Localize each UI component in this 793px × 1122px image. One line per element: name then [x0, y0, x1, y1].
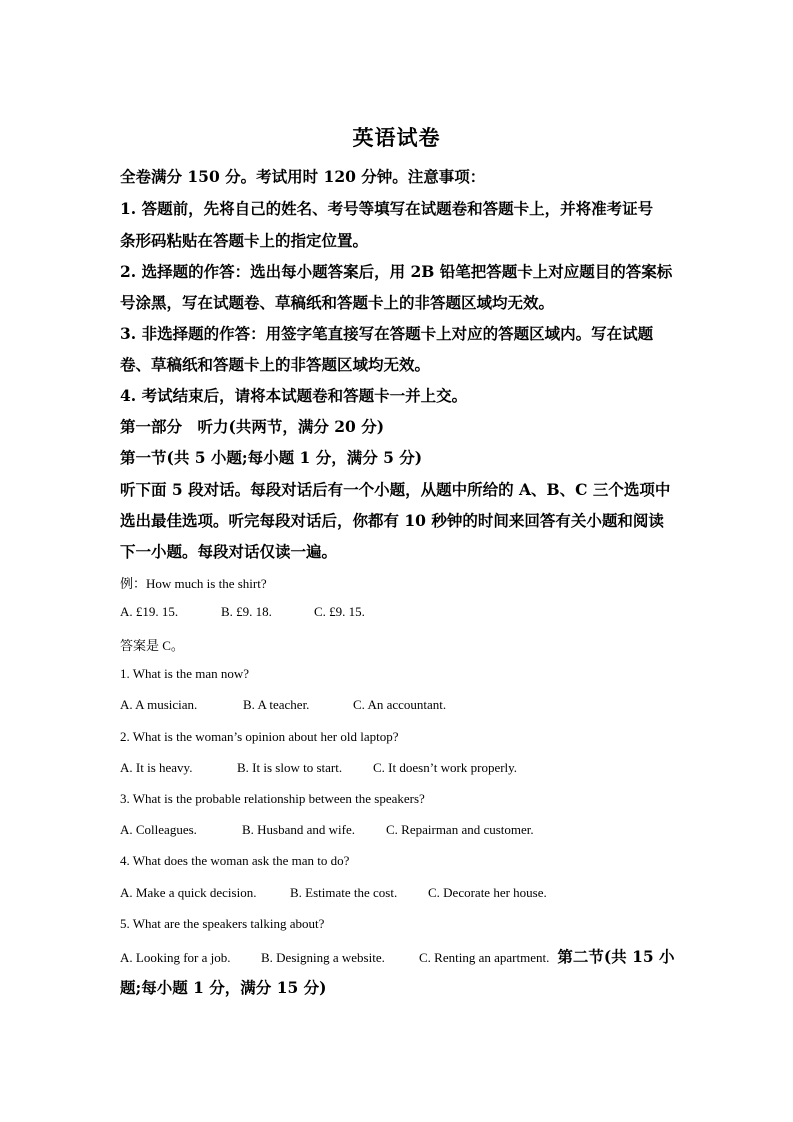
example-options	[120, 604, 680, 620]
option-c: C. An accountant.	[353, 697, 447, 712]
option-a: A. It is heavy.	[120, 760, 193, 775]
instruction-line: 3. 非选择题的作答：用签字笔直接写在答题卡上对应的答题区域内。写在试题	[120, 324, 654, 343]
question-text: 4. What does the woman ask the man to do?	[120, 853, 350, 868]
option-a: A. Colleagues.	[120, 822, 197, 837]
question-text: 3. What is the probable relationship between the speakers?	[120, 791, 425, 806]
instruction-line: 下一小题。每段对话仅读一遍。	[120, 542, 338, 561]
option-c: C. Decorate her house.	[428, 885, 547, 900]
example-question: 例：How much is the shirt?	[120, 576, 267, 591]
instruction-line: 2. 选择题的作答：选出每小题答案后，用 2B 铅笔把答题卡上对应题目的答案标	[120, 262, 673, 281]
section-2-heading: 第二节(共 15 小	[557, 947, 675, 966]
option-c: C. It doesn’t work properly.	[373, 760, 518, 775]
instruction-line: 听下面 5 段对话。每段对话后有一个小题，从题中所给的 A、B、C 三个选项中	[120, 480, 671, 499]
option-c: C. £9. 15.	[314, 604, 365, 619]
question-options	[120, 697, 680, 713]
instruction-line: 1. 答题前，先将自己的姓名、考号等填写在试题卷和答题卡上，并将准考证号	[120, 199, 654, 218]
option-a: A. A musician.	[120, 697, 198, 712]
question-options	[120, 885, 680, 901]
instruction-line: 全卷满分 150 分。考试用时 120 分钟。注意事项：	[120, 167, 486, 186]
option-b: B. Husband and wife.	[242, 822, 356, 837]
page-title: 英语试卷	[352, 125, 441, 150]
question-text: 5. What are the speakers talking about?	[120, 916, 325, 931]
question-options	[120, 945, 685, 967]
option-a: A. Make a quick decision.	[120, 885, 257, 900]
instruction-line: 4. 考试结束后，请将本试题卷和答题卡一并上交。	[120, 386, 468, 405]
option-a: A. Looking for a job.	[120, 950, 231, 965]
instruction-line: 条形码粘贴在答题卡上的指定位置。	[120, 231, 369, 250]
option-b: B. Estimate the cost.	[290, 885, 398, 900]
instruction-line: 卷、草稿纸和答题卡上的非答题区域均无效。	[120, 355, 431, 374]
subsection-heading: 第一节(共 5 小题;每小题 1 分，满分 5 分)	[120, 448, 423, 467]
question-text: 2. What is the woman’s opinion about her old laptop?	[120, 729, 399, 744]
option-b: B. A teacher.	[243, 697, 310, 712]
instruction-line: 号涂黑，写在试题卷、草稿纸和答题卡上的非答题区域均无效。	[120, 293, 555, 312]
option-b: B. It is slow to start.	[237, 760, 343, 775]
option-c: C. Repairman and customer.	[386, 822, 534, 837]
example-answer: 答案是 C。	[120, 638, 184, 653]
question-options	[120, 822, 680, 838]
option-c: C. Renting an apartment.	[419, 950, 550, 965]
option-b: B. £9. 18.	[221, 604, 272, 619]
section-2-heading-cont: 题;每小题 1 分，满分 15 分)	[120, 978, 327, 997]
section-heading: 第一部分 听力(共两节，满分 20 分)	[120, 417, 385, 436]
instruction-line: 选出最佳选项。听完每段对话后，你都有 10 秒钟的时间来回答有关小题和阅读	[120, 511, 664, 530]
option-a: A. £19. 15.	[120, 604, 179, 619]
question-options	[120, 760, 680, 776]
question-text: 1. What is the man now?	[120, 666, 250, 681]
option-b: B. Designing a website.	[261, 950, 385, 965]
